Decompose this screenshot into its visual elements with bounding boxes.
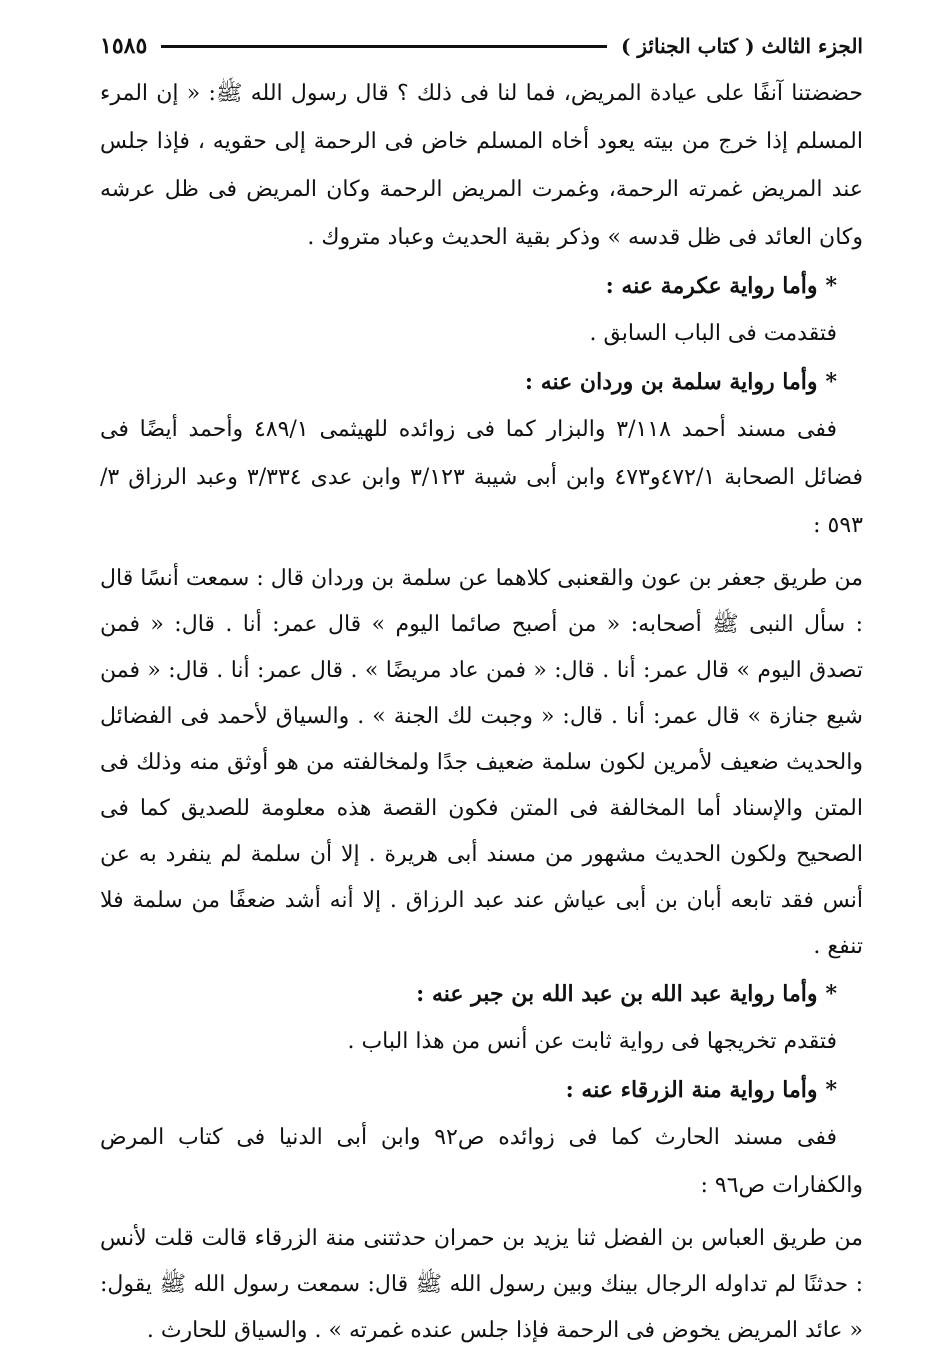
- section-heading-salamah: [100, 358, 863, 406]
- paragraph-minnah-sources: ففى مسند الحارث كما فى زوائده ص٩٢ وابن أبى الدنيا فى كتاب المرض والكفارات ص٩٦ :: [100, 1125, 863, 1198]
- header-rule: [161, 45, 607, 48]
- heading-text: وأما رواية سلمة بن وردان عنه :: [524, 369, 818, 395]
- heading-text: وأما رواية عبد الله بن عبد الله بن جبر عنه :: [416, 981, 818, 1007]
- paragraph-ikrimah: فتقدمت فى الباب السابق .: [589, 321, 837, 346]
- running-header: [100, 28, 863, 64]
- paragraph-hadith-visiting-sick: حضضتنا آنفًا على عيادة المريض، فما لنا فى ذلك ؟ قال رسول الله ﷺ: « إن المرء المسلم إذا خرج من بيته يعود أخاه المسلم خاض فى الرحمة إلى حقويه ، فإذا جلس عند المريض غمرته الرحمة، وغمرت المريض الرحمة وكان المريض فى ظل عرشه وكان العائد فى ظل قدسه » وذكر بقية الحديث وعباد متروك .: [100, 81, 863, 250]
- paragraph-minnah-chain: من طريق العباس بن الفضل ثنا يزيد بن حمران حدثتنى منة الزرقاء قالت قلت لأنس : حدثنًا لم تداوله الرجال بينك وبين رسول الله ﷺ قال: سمعت رسول الله ﷺ يقول: « عائد المريض يخوض فى الرحمة فإذا جلس عنده غمرته » . والسياق للحارث .: [100, 1226, 863, 1343]
- star-icon: *: [825, 273, 837, 299]
- section-heading-minnah: [100, 1066, 863, 1114]
- heading-text: وأما رواية منة الزرقاء عنه :: [565, 1077, 818, 1103]
- paragraph-abdullah: فتقدم تخريجها فى رواية ثابت عن أنس من هذا الباب .: [347, 1029, 837, 1054]
- section-heading-abdullah: [100, 970, 863, 1018]
- page-number: ١٥٨٥: [100, 33, 148, 59]
- heading-text: وأما رواية عكرمة عنه :: [605, 273, 818, 299]
- section-heading-ikrimah: [100, 262, 863, 310]
- paragraph-salamah-sources: ففى مسند أحمد ٣/١١٨ والبزار كما فى زوائده للهيثمى ٤٨٩/١ وأحمد أيضًا فى فضائل الصحابة ٤٧٢/١و٤٧٣ وابن أبى شيبة ٣/١٢٣ وابن عدى ٣/٣٣٤ وعبد الرزاق ٣/ ٥٩٣ :: [100, 417, 863, 538]
- star-icon: *: [825, 981, 837, 1007]
- star-icon: *: [825, 1077, 837, 1103]
- header-title: الجزء الثالث ( كتاب الجنائز ): [620, 34, 863, 58]
- paragraph-salamah-chain: من طريق جعفر بن عون والقعنبى كلاهما عن سلمة بن وردان قال : سمعت أنسًا قال : سأل النبى ﷺ أصحابه: « من أصبح صائما اليوم » قال عمر: أنا . قال: « فمن تصدق اليوم » قال عمر: أنا . قال: « فمن عاد مريضًا » . قال عمر: أنا . قال: « فمن شيع جنازة » قال عمر: أنا . قال: « وجبت لك الجنة » . والسياق لأحمد فى الفضائل والحديث ضعيف لأمرين لكون سلمة ضعيف جدًا ولمخالفته من هو أوثق منه وذلك فى المتن والإسناد أما المخالفة فى المتن فكون القصة هذه معلومة للصديق كما فى الصحيح ولكون الحديث مشهور من مسند أبى هريرة . إلا أن سلمة لم ينفرد به عن أنس فقد تابعه أبان بن أبى عياش عند عبد الرزاق . إلا أنه أشد ضعفًا من سلمة فلا تنفع .: [100, 566, 863, 959]
- star-icon: *: [825, 369, 837, 395]
